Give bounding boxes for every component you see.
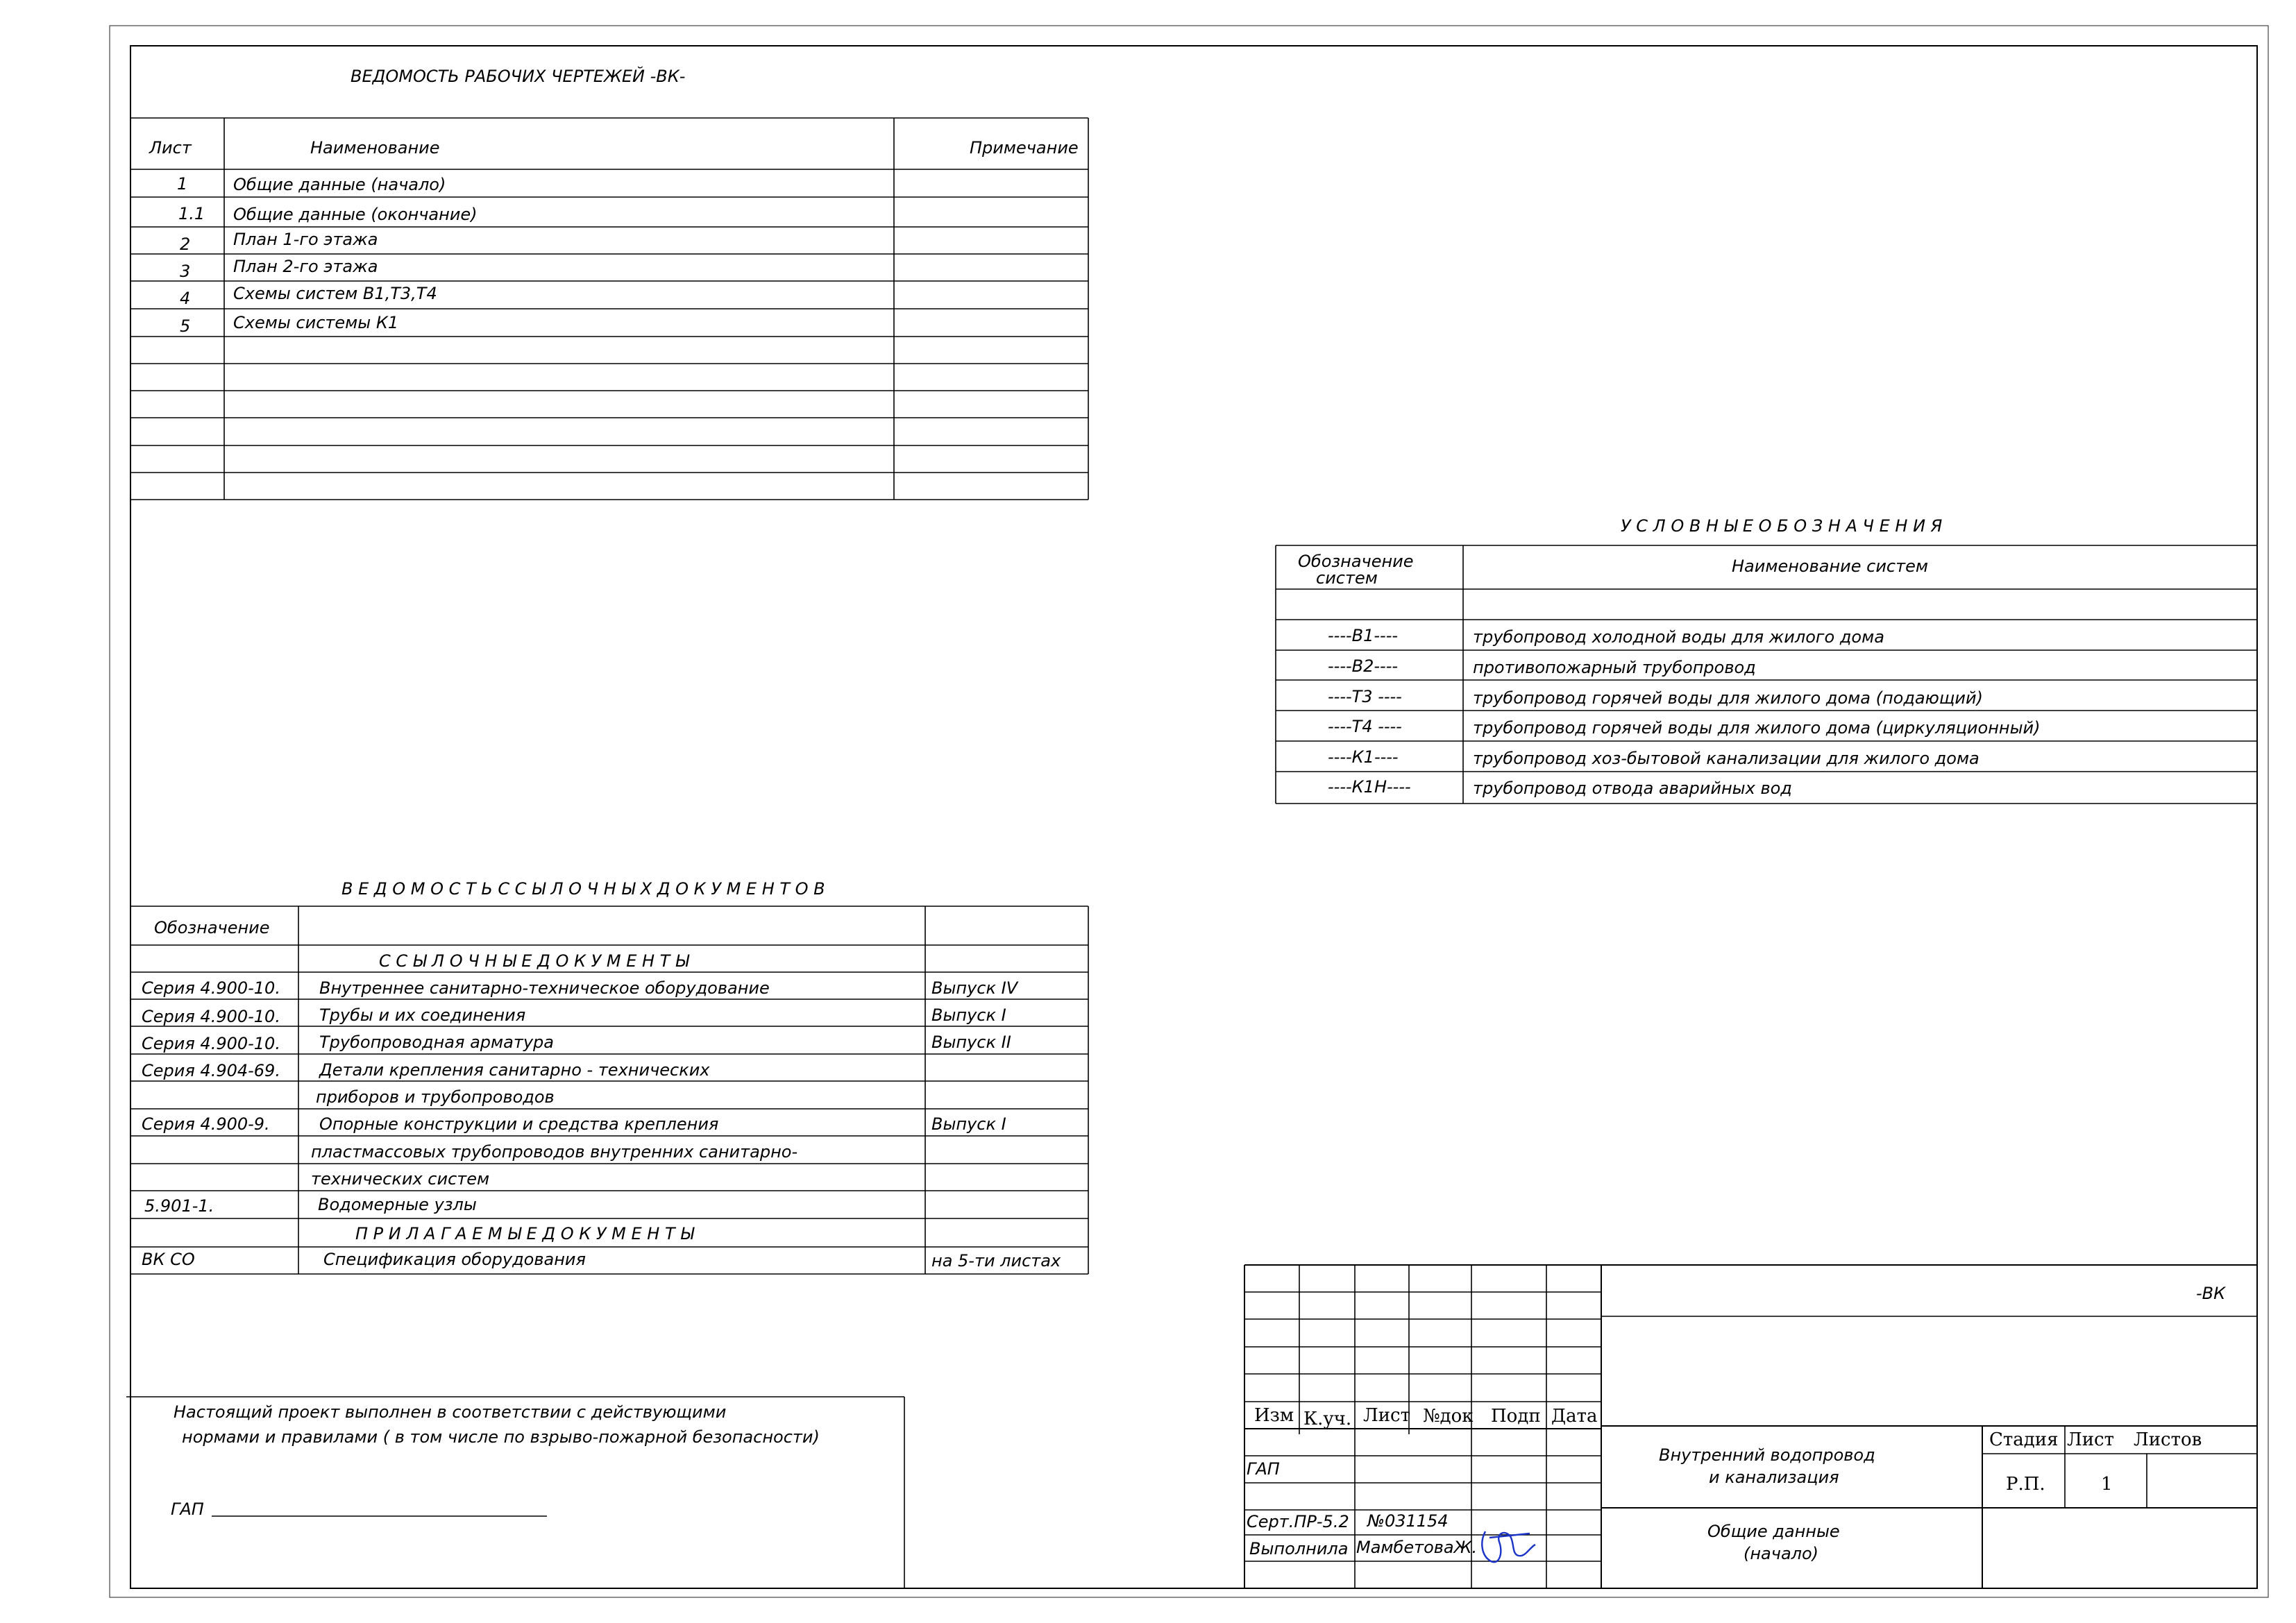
col-header: Дата: [1551, 1406, 1598, 1427]
outer-trim-line: [110, 26, 2268, 1597]
legend-name: противопожарный трубопровод: [1473, 658, 1756, 677]
legend-header-code: Обозначение: [1298, 552, 1414, 571]
ref-name: технических систем: [311, 1169, 490, 1189]
legend-code: ----В2----: [1328, 656, 1399, 676]
header-sheet: Лист: [149, 138, 192, 158]
legend-table: [1276, 516, 2257, 804]
drawing-code: -ВК: [2196, 1284, 2226, 1303]
drawing-row-name: Схемы систем В1,Т3,Т4: [233, 284, 437, 303]
legend-title: У С Л О В Н Ы Е О Б О З Н А Ч Е Н И Я: [1621, 516, 1943, 536]
legend-name: трубопровод хоз-бытовой канализации для жилого дома: [1473, 749, 1980, 768]
ref-code: Серия 4.900-9.: [142, 1114, 270, 1134]
ref-name: Водомерные узлы: [318, 1195, 477, 1214]
legend-code: ----Т4 ----: [1328, 717, 1402, 736]
drawing-row-sheet: 4: [180, 289, 191, 308]
legend-header-name: Наименование систем: [1732, 556, 1928, 576]
col-header: К.уч.: [1303, 1409, 1352, 1429]
references-header-designation: Обозначение: [154, 918, 270, 937]
ref-name: приборов и трубопроводов: [316, 1087, 555, 1107]
certificate-number: №031154: [1367, 1511, 1449, 1531]
ref-code: Серия 4.900-10.: [142, 978, 280, 998]
performer-name: МамбетоваЖ.: [1356, 1538, 1478, 1557]
drawing-row-sheet: 1.1: [178, 204, 205, 223]
certificate: Серт.ПР-5.2: [1247, 1512, 1349, 1531]
ref-code: Серия 4.900-10.: [142, 1034, 280, 1053]
drawing-row-name: Общие данные (окончание): [233, 205, 478, 224]
legend-header-code: систем: [1316, 568, 1378, 588]
header-note: Примечание: [970, 138, 1079, 158]
legend-name: трубопровод холодной воды для жилого дома: [1473, 627, 1884, 647]
ref-code: 5.901-1.: [144, 1196, 214, 1216]
project-name: Внутренний водопровод: [1659, 1445, 1875, 1465]
legend-code: ----К1----: [1328, 747, 1399, 767]
legend-name: трубопровод отвода аварийных вод: [1473, 779, 1792, 798]
header-name: Наименование: [310, 138, 440, 158]
stage-value: Р.П.: [2006, 1474, 2045, 1495]
ref-name: пластмассовых трубопроводов внутренних санитарно-: [311, 1142, 798, 1162]
attached-name: Спецификация оборудования: [323, 1250, 586, 1269]
col-header: Лист: [1363, 1405, 1410, 1426]
ref-code: Серия 4.904-69.: [142, 1061, 280, 1080]
ref-name: Детали крепления санитарно - технических: [319, 1060, 710, 1080]
ref-name: Опорные конструкции и средства крепления: [319, 1114, 719, 1134]
references-table: [130, 879, 1088, 1274]
col-header: Подп: [1491, 1406, 1541, 1427]
drawing-row-sheet: 1: [177, 174, 188, 194]
legend-code: ----Т3 ----: [1328, 687, 1402, 706]
references-title: В Е Д О М О С Т Ь С С Ы Л О Ч Н Ы Х Д О К У М Е Н Т О В: [341, 879, 825, 899]
ref-name: Трубы и их соединения: [319, 1005, 526, 1025]
drawing-row-sheet: 2: [180, 235, 191, 254]
compliance-text: нормами и правилами ( в том числе по взрыво-пожарной безопасности): [182, 1427, 820, 1447]
ref-note: Выпуск IV: [931, 978, 1018, 998]
sheet-title: (начало): [1744, 1544, 1819, 1563]
legend-name: трубопровод горячей воды для жилого дома (циркуляционный): [1473, 718, 2041, 738]
attached-note: на 5-ти листах: [931, 1251, 1061, 1271]
attached-section-title: П Р И Л А Г А Е М Ы Е Д О К У М Е Н Т Ы: [355, 1224, 694, 1243]
ref-name: Трубопроводная арматура: [319, 1033, 554, 1052]
compliance-text: Настоящий проект выполнен в соответствии с действующими: [174, 1402, 727, 1422]
drawing-row-name: Общие данные (начало): [233, 175, 446, 194]
references-section-title: С С Ы Л О Ч Н Ы Е Д О К У М Е Н Т Ы: [379, 951, 689, 971]
col-header: №док: [1423, 1406, 1474, 1427]
attached-code: ВК СО: [142, 1250, 195, 1269]
legend-name: трубопровод горячей воды для жилого дома (подающий): [1473, 688, 1983, 708]
sheet-title: Общие данные: [1707, 1522, 1840, 1541]
compliance-block: [126, 1397, 904, 1588]
ref-note: Выпуск I: [931, 1005, 1006, 1025]
legend-code: ----К1Н----: [1328, 777, 1411, 797]
drawing-row-sheet: 5: [180, 316, 191, 336]
stage-label: Стадия: [1989, 1429, 2059, 1450]
ref-code: Серия 4.900-10.: [142, 1007, 280, 1026]
sheet-label: Лист: [2067, 1429, 2114, 1450]
sheet-value: 1: [2101, 1474, 2113, 1495]
drawing-row-sheet: 3: [180, 262, 191, 281]
legend-code: ----В1----: [1328, 626, 1399, 645]
project-name: и канализация: [1709, 1468, 1839, 1487]
ref-note: Выпуск I: [931, 1114, 1006, 1134]
drawings-list-title: ВЕДОМОСТЬ РАБОЧИХ ЧЕРТЕЖЕЙ -ВК-: [351, 67, 686, 86]
sheets-label: Листов: [2134, 1429, 2202, 1450]
signature-mark: [1482, 1531, 1535, 1562]
drawings-list-table: [130, 66, 1088, 500]
gap-role: ГАП: [1247, 1459, 1280, 1479]
drawing-frame: [130, 46, 2257, 1588]
ref-name: Внутреннее санитарно-техническое оборудование: [319, 978, 770, 998]
drawing-row-name: План 1-го этажа: [233, 230, 378, 249]
ref-note: Выпуск II: [931, 1033, 1011, 1052]
drawing-row-name: План 2-го этажа: [233, 257, 378, 276]
gap-label: ГАП: [171, 1499, 204, 1519]
drawing-row-name: Схемы системы К1: [233, 313, 399, 332]
title-block: [1244, 1265, 2257, 1588]
col-header: Изм: [1254, 1405, 1294, 1426]
performed-label: Выполнила: [1249, 1539, 1349, 1558]
